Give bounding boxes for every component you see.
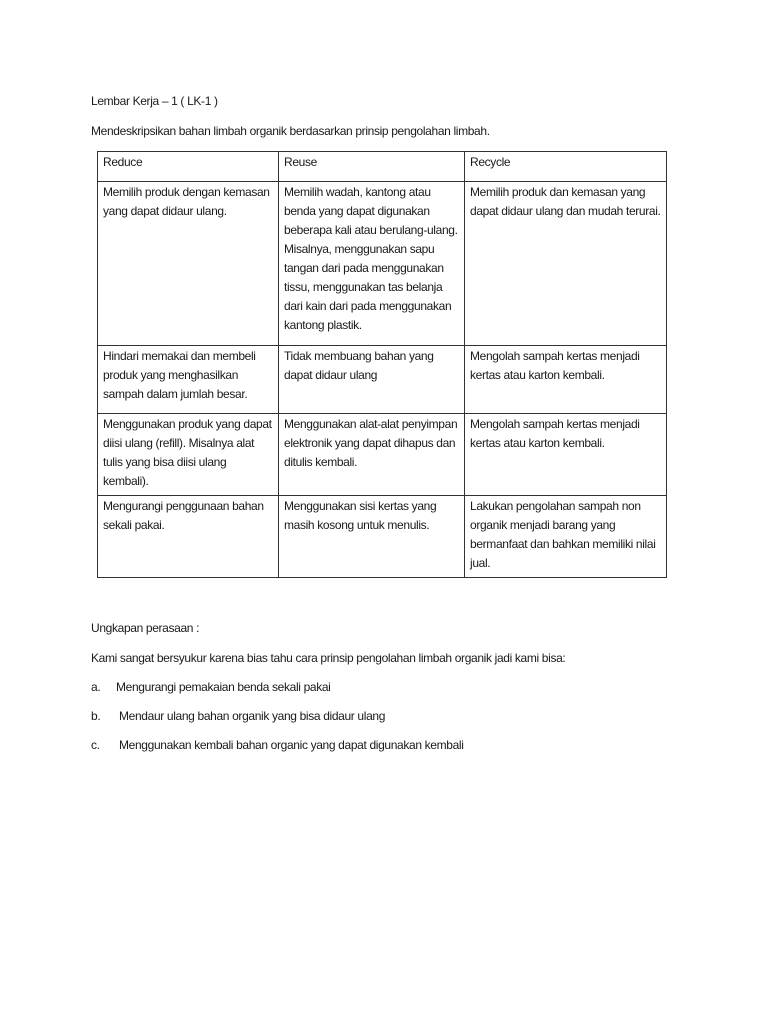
list-text: Mengurangi pemakaian benda sekali pakai (116, 680, 331, 694)
table-row (98, 182, 667, 346)
header-reduce: Reduce (98, 152, 279, 182)
table-cell: Memilih produk dengan kemasan yang dapat didaur ulang. (98, 182, 279, 346)
table-cell: Menggunakan alat-alat penyimpan elektronik yang dapat dihapus dan ditulis kembali. (279, 414, 465, 496)
table-cell: Tidak membuang bahan yang dapat didaur ulang (279, 346, 465, 414)
table-row (98, 346, 667, 414)
table-row (98, 496, 667, 578)
document-subtitle: Mendeskripsikan bahan limbah organik berdasarkan prinsip pengolahan limbah. (91, 124, 490, 138)
table-cell: Mengurangi penggunaan bahan sekali pakai. (98, 496, 279, 578)
table-cell: Mengolah sampah kertas menjadi kertas atau karton kembali. (465, 346, 667, 414)
table-cell: Menggunakan produk yang dapat diisi ulang (refill). Misalnya alat tulis yang bisa diisi ulang kembali). (98, 414, 279, 496)
list-marker: c. (91, 738, 100, 752)
header-reuse: Reuse (279, 152, 465, 182)
table-header-row (98, 152, 667, 182)
waste-principles-table (97, 151, 667, 578)
document-title: Lembar Kerja – 1 ( LK-1 ) (91, 94, 218, 108)
table-row (98, 414, 667, 496)
table-cell: Hindari memakai dan membeli produk yang menghasilkan sampah dalam jumlah besar. (98, 346, 279, 414)
table-cell: Menggunakan sisi kertas yang masih kosong untuk menulis. (279, 496, 465, 578)
table-cell: Lakukan pengolahan sampah non organik menjadi barang yang bermanfaat dan bahkan memiliki nilai jual. (465, 496, 667, 578)
table-cell: Mengolah sampah kertas menjadi kertas atau karton kembali. (465, 414, 667, 496)
feelings-intro: Kami sangat bersyukur karena bias tahu cara prinsip pengolahan limbah organik jadi kami bisa: (91, 651, 566, 665)
list-marker: a. (91, 680, 101, 694)
list-text: Menggunakan kembali bahan organic yang dapat digunakan kembali (119, 738, 464, 752)
list-text: Mendaur ulang bahan organik yang bisa didaur ulang (119, 709, 386, 723)
table-cell: Memilih produk dan kemasan yang dapat didaur ulang dan mudah terurai. (465, 182, 667, 346)
table-cell: Memilih wadah, kantong atau benda yang dapat digunakan beberapa kali atau berulang-ulang. Misalnya, menggunakan sapu tangan dari pada menggunakan tissu, menggunakan tas belanja dari kain dari pada menggunakan kantong plastik. (279, 182, 465, 346)
list-marker: b. (91, 709, 101, 723)
feelings-heading: Ungkapan perasaan : (91, 621, 200, 635)
header-recycle: Recycle (465, 152, 667, 182)
